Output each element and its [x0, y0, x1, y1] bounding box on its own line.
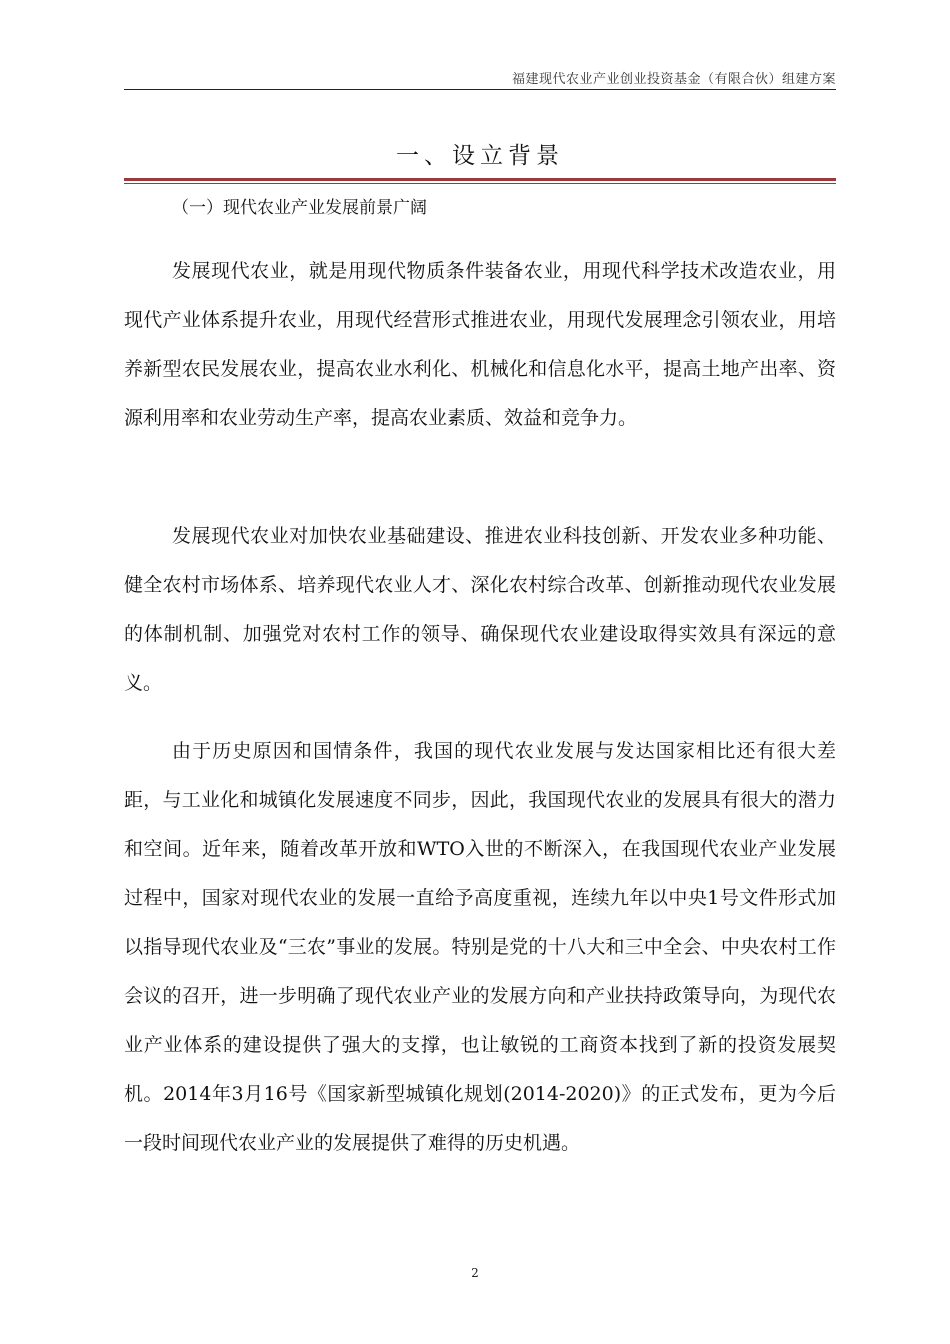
page-header [124, 62, 836, 90]
document-title: 福建现代农业产业创业投资基金（有限合伙）组建方案 [511, 72, 836, 87]
section-title: 一、设立背景 [396, 143, 564, 169]
title-rule-thin [124, 183, 836, 184]
page-number: 2 [471, 1266, 479, 1280]
subheading: （一）现代农业产业发展前景广阔 [172, 198, 427, 218]
paragraph: 发展现代农业，就是用现代物质条件装备农业，用现代科学技术改造农业，用现代产业体系提升农业，用现代经营形式推进农业，用现代发展理念引领农业，用培养新型农民发展农业，提高农业水利化、机械化和信息化水平，提高土地产出率、资源利用率和农业劳动生产率，提高农业素质、效益和竞争力。 [124, 260, 836, 429]
paragraph: 发展现代农业对加快农业基础建设、推进农业科技创新、开发农业多种功能、健全农村市场体系、培养现代农业人才、深化农村综合改革、创新推动现代农业发展的体制机制、加强党对农村工作的领导、确保现代农业建设取得实效具有深远的意义。 [124, 525, 836, 694]
title-rule-thick [124, 178, 836, 181]
paragraph: 由于历史原因和国情条件，我国的现代农业发展与发达国家相比还有很大差距，与工业化和城镇化发展速度不同步，因此，我国现代农业的发展具有很大的潜力和空间。近年来，随着改革开放和WTO入世的不断深入，在我国现代农业产业发展过程中，国家对现代农业的发展一直给予高度重视，连续九年以中央1号文件形式加以指导现代农业及“三农”事业的发展。特别是党的十八大和三中全会、中央农村工作会议的召开，进一步明确了现代农业产业的发展方向和产业扶持政策导向，为现代农业产业体系的建设提供了强大的支撑，也让敏锐的工商资本找到了新的投资发展契机。2014年3月16号《国家新型城镇化规划(2014-2020)》的正式发布，更为今后一段时间现代农业产业的发展提供了难得的历史机遇。 [124, 740, 836, 1154]
